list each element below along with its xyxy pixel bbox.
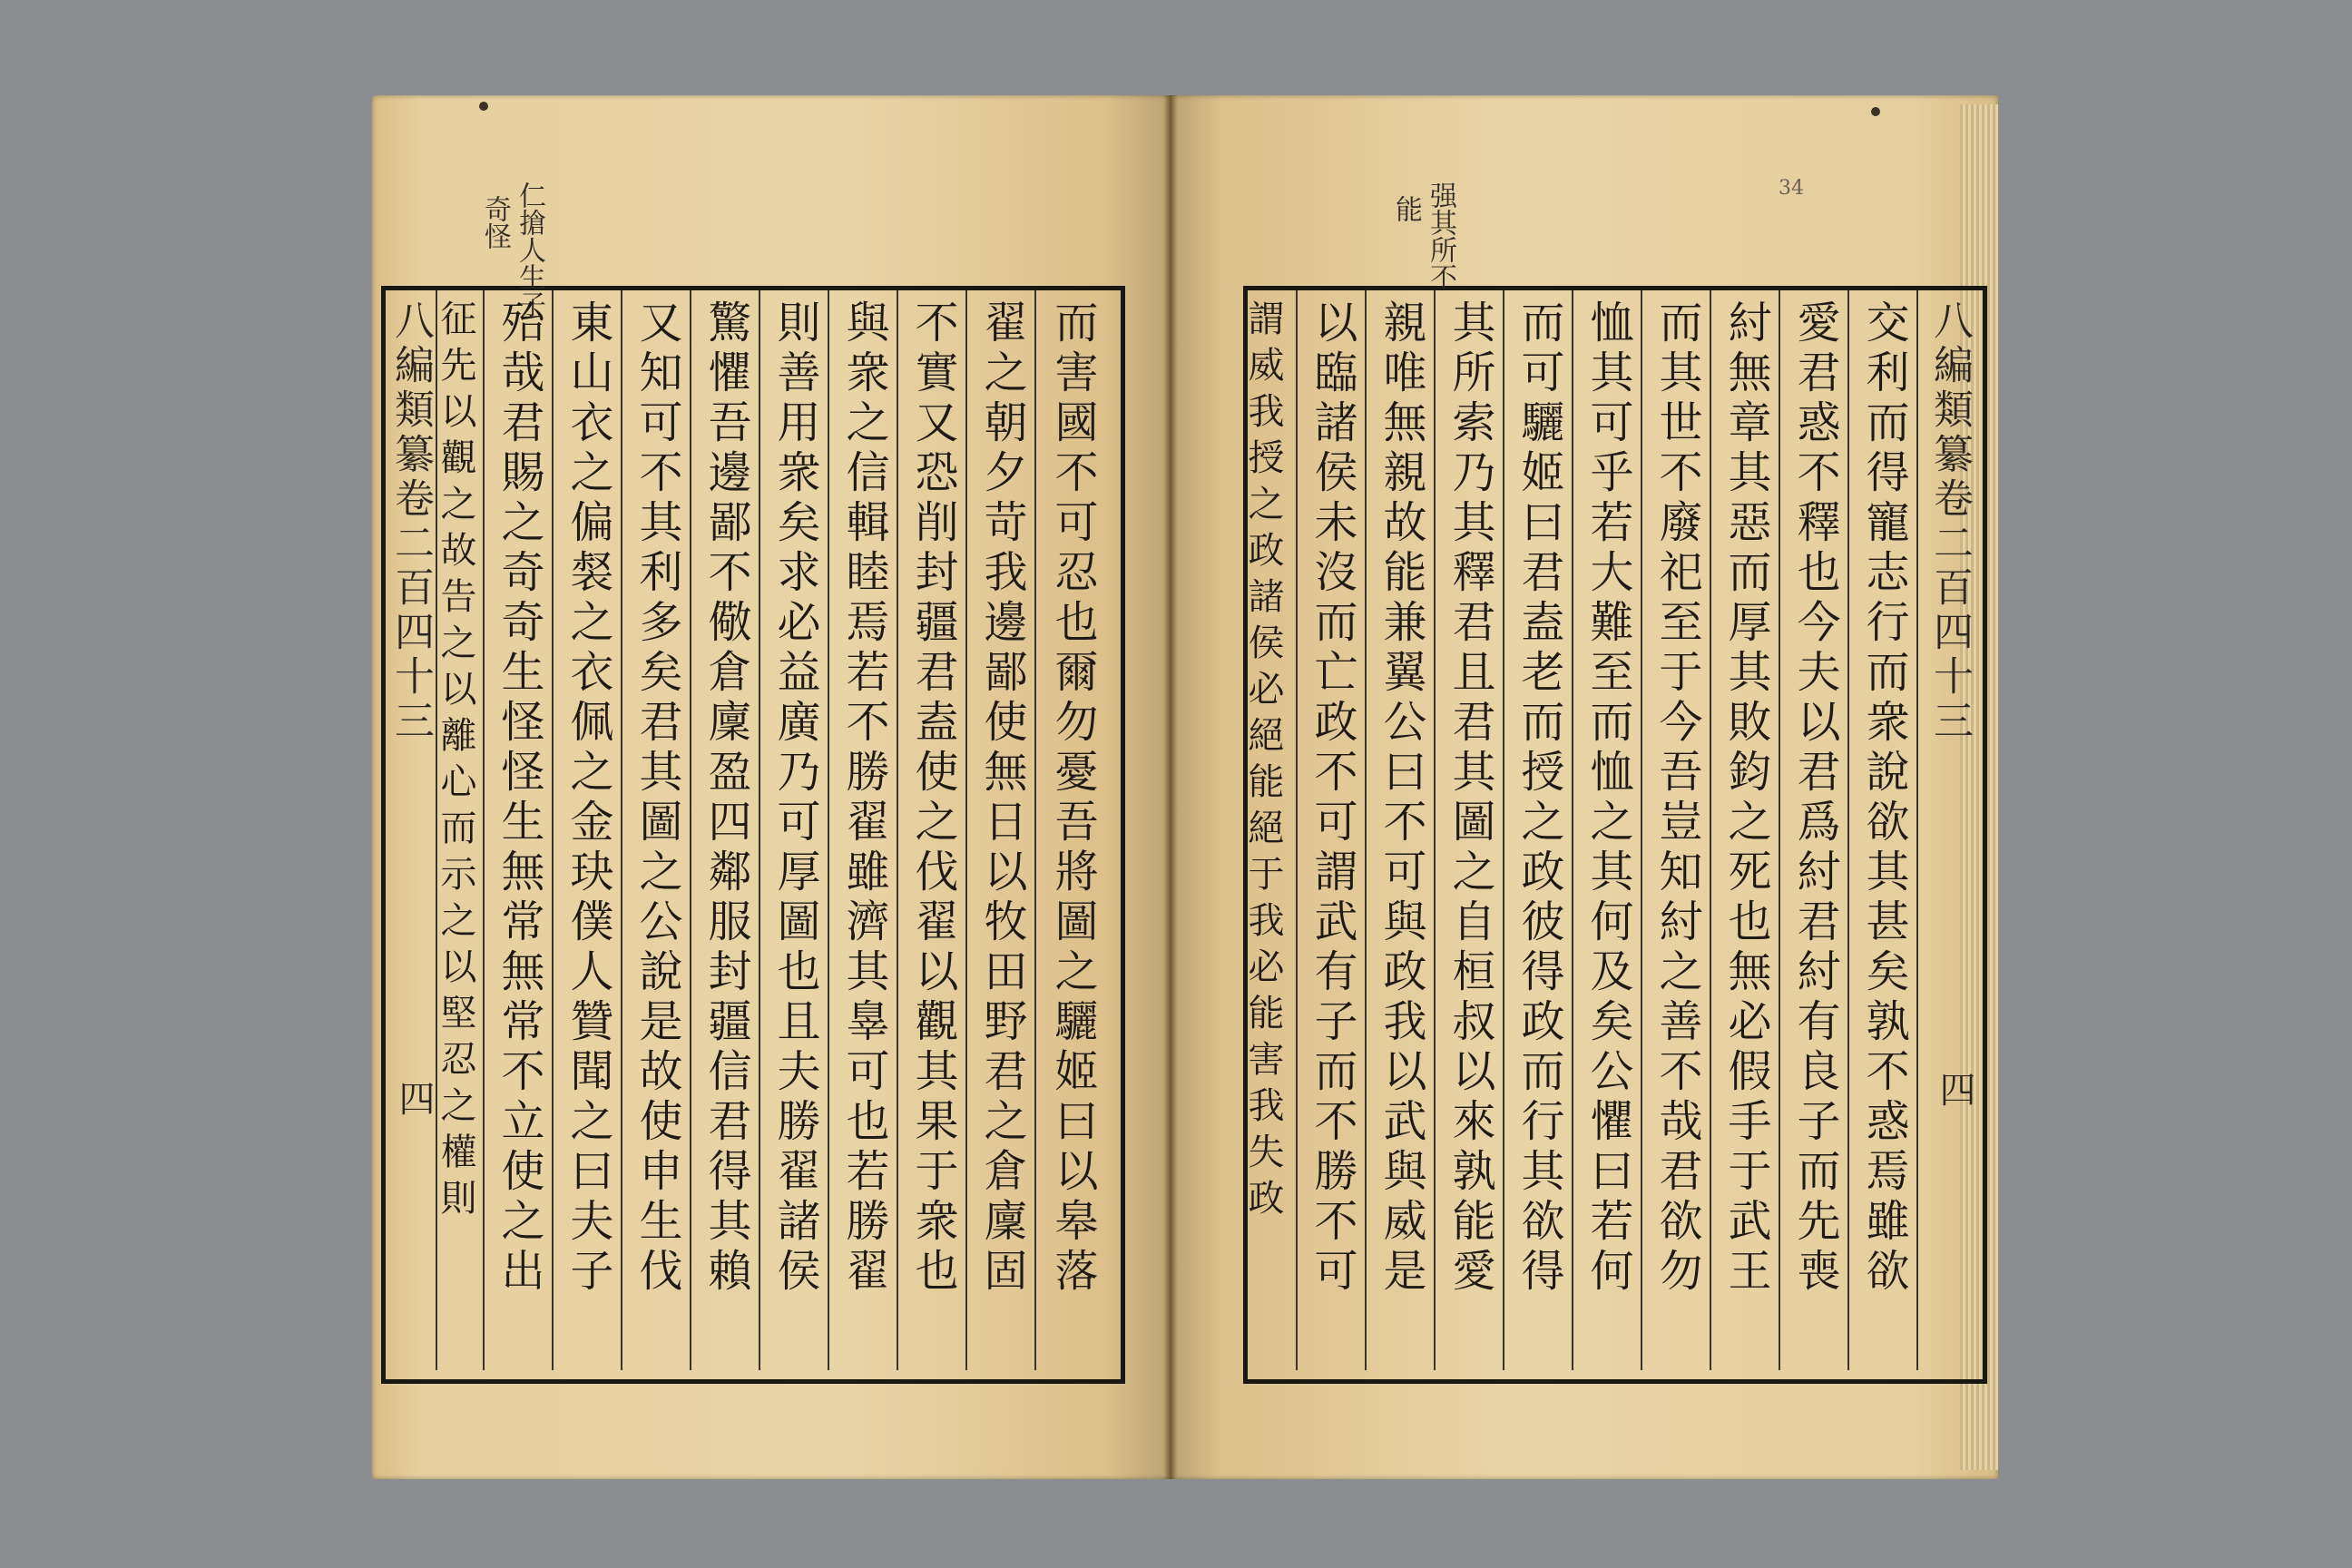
page-mark: 34 bbox=[1779, 177, 1804, 200]
column-rule bbox=[552, 290, 554, 1370]
header-column: 八編類纂卷二百四十三 bbox=[387, 299, 434, 744]
column-rule bbox=[1503, 290, 1504, 1370]
column-rule bbox=[690, 290, 691, 1370]
column-rule bbox=[759, 290, 760, 1370]
margin-note: 能 bbox=[1390, 195, 1422, 222]
text-column: 以臨諸侯未沒而亡政不可謂武有子而不勝不可 bbox=[1307, 299, 1357, 1298]
text-column: 驚懼吾邊鄙不儆倉廩盈四鄰服封疆信君得其賴 bbox=[701, 299, 751, 1298]
text-column: 不實又恐削封疆君盍使之伐翟以觀其果于衆也 bbox=[907, 299, 958, 1298]
folio-number: 四 bbox=[1934, 1071, 1975, 1107]
text-column: 謂威我授之政諸侯必絕能絕于我必能害我失政 bbox=[1242, 299, 1284, 1225]
text-column: 愛君惑不釋也今夫以君爲紂君紂有良子而先喪 bbox=[1789, 299, 1840, 1298]
text-column: 而可驪姬曰君盍老而授之政彼得政而行其欲得 bbox=[1514, 299, 1564, 1298]
text-column: 征先以觀之故告之以離心而示之以堅忍之權則 bbox=[435, 299, 476, 1225]
column-rule bbox=[1365, 290, 1367, 1370]
column-rule bbox=[828, 290, 829, 1370]
column-rule bbox=[897, 290, 898, 1370]
column-rule bbox=[621, 290, 622, 1370]
text-column: 東山衣之偏裻之衣佩之金玦僕人贊聞之曰夫子 bbox=[563, 299, 613, 1298]
text-column: 而害國不可忍也爾勿憂吾將圖之驪姬曰以皋落 bbox=[1047, 299, 1098, 1298]
column-rule bbox=[1434, 290, 1436, 1370]
text-column: 交利而得寵志行而衆說欲其甚矣孰不惑焉雖欲 bbox=[1858, 299, 1909, 1298]
column-rule bbox=[1572, 290, 1573, 1370]
header-column: 八編類纂卷二百四十三 bbox=[1926, 299, 1973, 744]
binding-hole bbox=[479, 102, 488, 111]
text-column: 紂無章其惡而厚其敗鈞之死也無必假手于武王 bbox=[1720, 299, 1771, 1298]
margin-note: 奇怪 bbox=[479, 195, 511, 250]
text-column: 殆哉君賜之奇奇生怪怪生無常無常不立使之出 bbox=[494, 299, 544, 1298]
book-gutter bbox=[1163, 95, 1178, 1479]
text-column: 親唯無親故能兼翼公曰不可與政我以武與威是 bbox=[1376, 299, 1426, 1298]
column-rule bbox=[1847, 290, 1849, 1370]
text-column: 恤其可乎若大難至而恤之其何及矣公懼曰若何 bbox=[1583, 299, 1633, 1298]
text-column: 則善用衆矣求必益廣乃可厚圖也且夫勝翟諸侯 bbox=[769, 299, 820, 1298]
margin-note: 仁搶人生子 bbox=[514, 181, 545, 318]
column-rule bbox=[1034, 290, 1036, 1370]
text-column: 又知可不其利多矣君其圖之公說是故使申生伐 bbox=[632, 299, 682, 1298]
folio-number: 四 bbox=[393, 1080, 435, 1116]
column-rule bbox=[1710, 290, 1711, 1370]
text-column: 其所索乃其釋君且君其圖之自桓叔以來孰能愛 bbox=[1445, 299, 1495, 1298]
text-column: 而其世不廢祀至于今吾豈知紂之善不哉君欲勿 bbox=[1651, 299, 1702, 1298]
text-column: 與衆之信輯睦焉若不勝翟雖濟其辠可也若勝翟 bbox=[838, 299, 889, 1298]
column-rule bbox=[965, 290, 967, 1370]
column-rule bbox=[1779, 290, 1780, 1370]
text-column: 翟之朝夕苛我邊鄙使無日以牧田野君之倉廩固 bbox=[976, 299, 1027, 1298]
binding-hole bbox=[1871, 107, 1880, 116]
column-rule bbox=[1641, 290, 1642, 1370]
column-rule bbox=[1916, 290, 1918, 1370]
margin-note: 强其所不 bbox=[1425, 181, 1456, 290]
column-rule bbox=[1296, 290, 1298, 1370]
